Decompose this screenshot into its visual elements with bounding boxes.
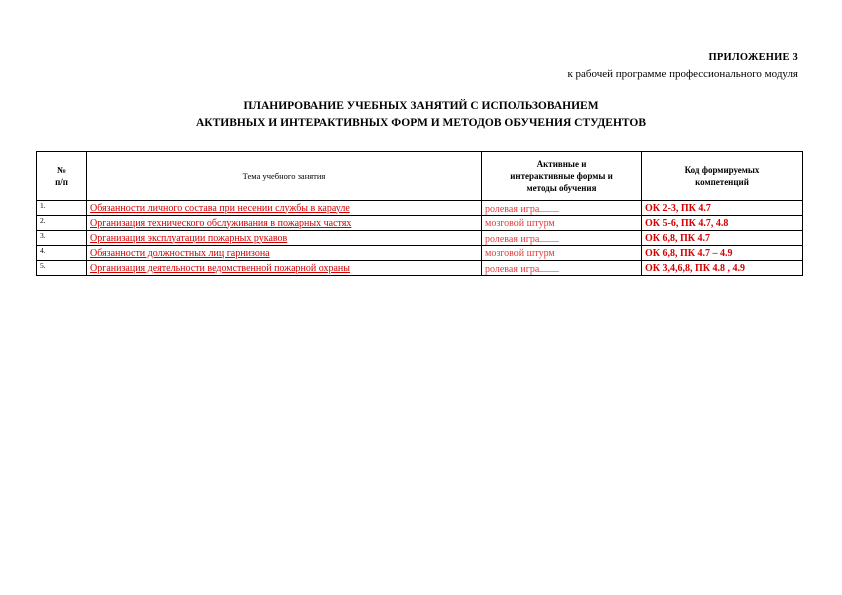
row-num: 2. — [37, 216, 87, 231]
row-topic: Обязанности должностных лиц гарнизона — [87, 246, 482, 261]
header-methods — [482, 152, 642, 201]
row-method-text: мозговой штурм — [485, 217, 555, 229]
row-method-text: ролевая игра — [485, 203, 540, 215]
row-num: 4. — [37, 246, 87, 261]
header-code-line-2: компетенций — [695, 177, 749, 187]
row-topic: Организация технического обслуживания в пожарных частях — [87, 216, 482, 231]
page-title-line-2: АКТИВНЫХ И ИНТЕРАКТИВНЫХ ФОРМ И МЕТОДОВ ОБУЧЕНИЯ СТУДЕНТОВ — [195, 117, 647, 129]
row-num: 3. — [37, 231, 87, 246]
header-methods-line-3: методы обучения — [526, 183, 597, 193]
header-topic: Тема учебного занятия — [87, 152, 482, 201]
row-method — [482, 216, 642, 231]
table-row — [37, 201, 803, 216]
header-num-line-1: № — [56, 165, 67, 175]
row-method — [482, 261, 642, 276]
page-title-line-1: ПЛАНИРОВАНИЕ УЧЕБНЫХ ЗАНЯТИЙ С ИСПОЛЬЗОВАНИЕМ — [243, 100, 599, 112]
row-num: 5. — [37, 261, 87, 276]
row-code: ОК 2-3, ПК 4.7 — [642, 201, 803, 216]
header-methods-line-2: интерактивные формы и — [510, 171, 613, 181]
row-method — [482, 231, 642, 246]
table-row — [37, 246, 803, 261]
row-method-text: ролевая игра — [485, 233, 540, 245]
planning-table — [36, 151, 803, 276]
table-header-row — [37, 152, 803, 201]
row-topic: Обязанности личного состава при несении службы в карауле — [87, 201, 482, 216]
header-methods-line-1: Активные и — [536, 159, 587, 169]
row-code: ОК 6,8, ПК 4.7 — [642, 231, 803, 246]
row-method — [482, 201, 642, 216]
row-code: ОК 6,8, ПК 4.7 – 4.9 — [642, 246, 803, 261]
header-code-line-1: Код формируемых — [684, 165, 760, 175]
underline-blank — [539, 232, 559, 242]
row-code: ОК 3,4,6,8, ПК 4.8 , 4.9 — [642, 261, 803, 276]
row-topic: Организация деятельности ведомственной пожарной охраны — [87, 261, 482, 276]
header-code — [642, 152, 803, 201]
row-method — [482, 246, 642, 261]
table-row — [37, 261, 803, 276]
appendix-label: ПРИЛОЖЕНИЕ 3 — [708, 52, 798, 63]
table-row — [37, 216, 803, 231]
table-row — [37, 231, 803, 246]
header-num-line-2: п/п — [55, 177, 68, 187]
row-num: 1. — [37, 201, 87, 216]
row-method-text: ролевая игра — [485, 263, 540, 275]
underline-blank — [539, 262, 559, 272]
row-topic: Организация эксплуатации пожарных рукавов — [87, 231, 482, 246]
row-method-text: мозговой штурм — [485, 247, 555, 259]
row-code: ОК 5-6, ПК 4.7, 4.8 — [642, 216, 803, 231]
header-num — [37, 152, 87, 201]
appendix-subtitle: к рабочей программе профессионального модуля — [567, 68, 798, 80]
underline-blank — [539, 202, 559, 212]
